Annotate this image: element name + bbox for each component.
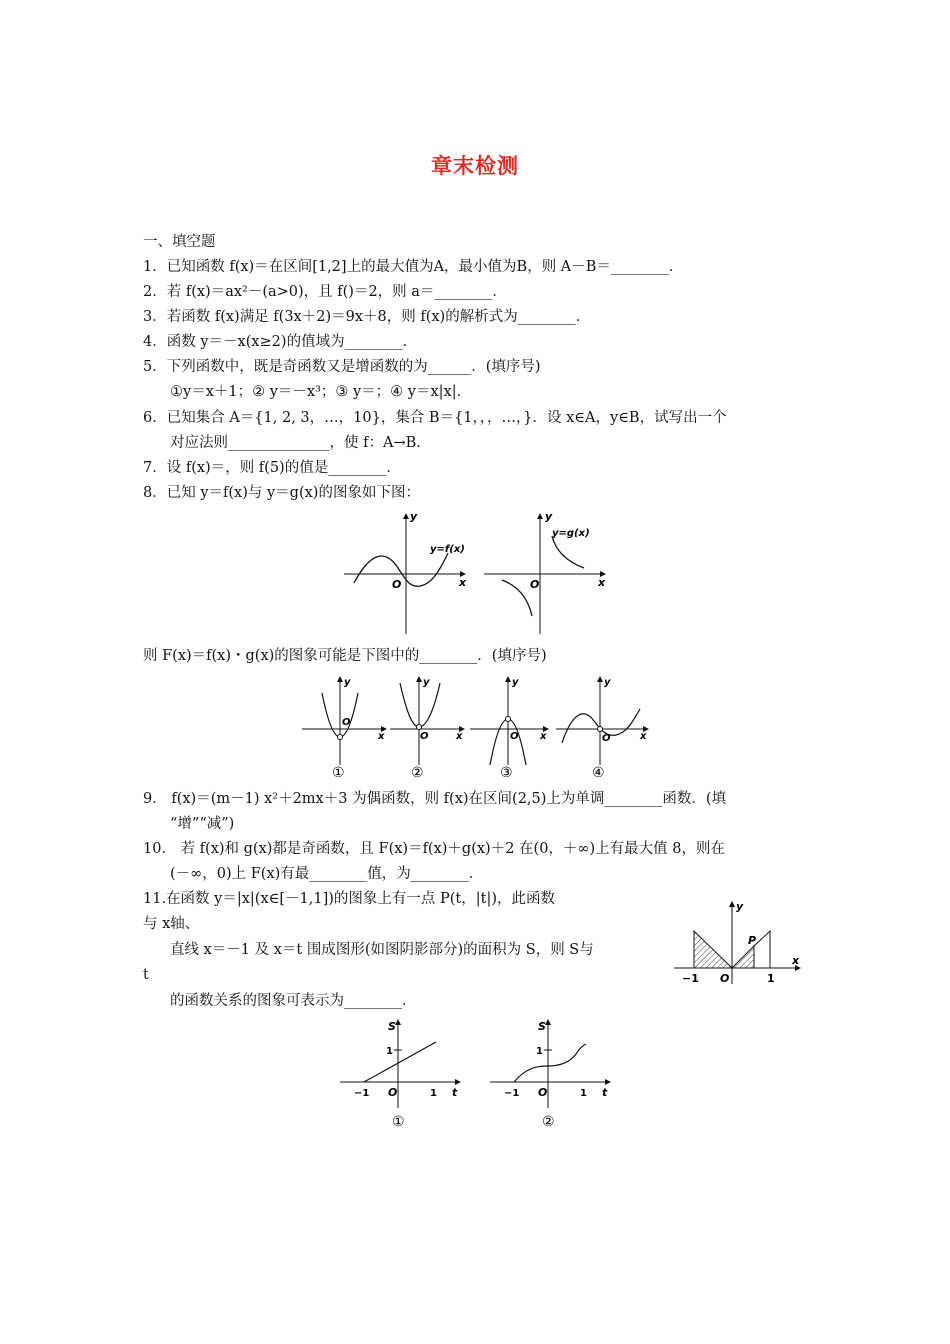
q11-choice-graph-2 — [490, 1020, 610, 1130]
svg-text:1: 1 — [580, 1088, 587, 1099]
question-11-line3: 直线 x＝－1 及 x＝t 围成图形(如图阴影部分)的面积为 S，则 S与 — [170, 942, 594, 958]
svg-text:y: y — [512, 677, 519, 688]
f-x-axis-label: x — [459, 576, 467, 589]
choice-label-4: ④ — [592, 765, 605, 781]
svg-text:x: x — [792, 954, 800, 967]
q11-choice-label-1: ① — [392, 1114, 405, 1130]
svg-text:O: O — [388, 1086, 398, 1099]
question-4: 4．函数 y＝－x(x≥2)的值域为________． — [143, 334, 418, 350]
f-y-axis-label: y — [410, 510, 418, 523]
svg-text:y: y — [736, 900, 744, 913]
question-11-line5: 的函数关系的图象可表示为________． — [170, 993, 417, 1009]
svg-text:S: S — [538, 1020, 546, 1033]
svg-text:x: x — [378, 731, 385, 742]
question-6-line2: 对应法则______________，使 f：A→B. — [170, 435, 421, 451]
svg-text:t: t — [602, 1086, 608, 1099]
question-8-follow: 则 F(x)＝f(x)・g(x)的图象可能是下图中的________．(填序号) — [143, 648, 547, 664]
svg-text:t: t — [452, 1086, 458, 1099]
graph-f — [344, 510, 467, 634]
svg-text:O: O — [602, 733, 611, 744]
choice-graph-4 — [556, 677, 648, 781]
question-1: 1．已知函数 f(x)＝在区间[1,2]上的最大值为A，最小值为B，则 A－B＝________． — [143, 259, 684, 275]
question-10-line2: (－∞，0)上 F(x)有最________值，为________． — [170, 866, 484, 882]
f-curve-label: y=f(x) — [430, 544, 465, 555]
question-5: 5．下列函数中，既是奇函数又是增函数的为______．(填序号) — [143, 359, 541, 375]
svg-text:−1: −1 — [354, 1088, 370, 1099]
svg-text:y: y — [423, 677, 430, 688]
choice-graph-2 — [390, 677, 464, 781]
question-10-line1: 10． 若 f(x)和 g(x)都是奇函数，且 F(x)＝f(x)＋g(x)＋2 在(0，＋∞)上有最大值 8，则在 — [143, 841, 725, 857]
svg-text:y: y — [344, 677, 351, 688]
svg-text:1: 1 — [767, 972, 775, 985]
question-8: 8．已知 y＝f(x)与 y＝g(x)的图象如下图： — [143, 485, 420, 501]
svg-text:O: O — [720, 972, 730, 985]
section-heading: 一、填空题 — [143, 234, 216, 250]
svg-text:O: O — [420, 731, 429, 742]
q11-area-graph — [668, 898, 808, 988]
svg-text:x: x — [540, 731, 547, 742]
choice-label-3: ③ — [500, 765, 513, 781]
choice-graph-3 — [470, 677, 548, 781]
svg-text:x: x — [640, 731, 647, 742]
svg-text:−1: −1 — [682, 972, 699, 985]
question-11-line1: 11.在函数 y＝|x|(x∈[－1,1])的图象上有一点 P(t，|t|)，此函数 — [143, 891, 556, 907]
choice-graph-1 — [302, 677, 386, 781]
f-origin-label: O — [392, 578, 402, 591]
choice-label-1: ① — [332, 765, 345, 781]
question-6-line1: 6．已知集合 A＝{1, 2, 3，…，10}，集合 B＝{1，，，…，}．设 x∈A，y∈B，试写出一个 — [143, 410, 727, 426]
q8-function-graphs — [340, 508, 615, 638]
graph-g — [484, 510, 606, 634]
question-9-line2: “增”“减”) — [170, 816, 235, 832]
q11-choice-graph-1 — [340, 1020, 460, 1130]
g-origin-label: O — [530, 578, 540, 591]
svg-text:1: 1 — [536, 1046, 543, 1057]
svg-text:O: O — [510, 731, 519, 742]
question-11-line4: t — [143, 967, 149, 983]
question-9-line1: 9． f(x)＝(m－1) x²＋2mx＋3 为偶函数，则 f(x)在区间(2,5)上为单调________函数．(填 — [143, 791, 727, 807]
svg-text:S: S — [388, 1020, 396, 1033]
g-curve-label: y=g(x) — [552, 528, 590, 539]
q8-choice-graphs — [300, 673, 652, 783]
question-3: 3．若函数 f(x)满足 f(3x＋2)＝9x＋8，则 f(x)的解析式为________． — [143, 309, 591, 325]
question-7: 7．设 f(x)＝，则 f(5)的值是________． — [143, 460, 401, 476]
q11-choice-graphs — [338, 1016, 618, 1134]
svg-text:O: O — [538, 1086, 548, 1099]
svg-text:−1: −1 — [504, 1088, 520, 1099]
svg-text:x: x — [456, 731, 463, 742]
question-2: 2．若 f(x)＝ax²－(a>0)，且 f()＝2，则 a＝________． — [143, 284, 507, 300]
svg-text:1: 1 — [386, 1046, 393, 1057]
svg-text:y: y — [604, 677, 611, 688]
g-x-axis-label: x — [598, 576, 606, 589]
g-y-axis-label: y — [545, 510, 553, 523]
page-title: 章末检测 — [431, 154, 519, 178]
question-5-options: ①y＝x＋1；② y＝－x³；③ y＝；④ y＝x|x|． — [170, 384, 472, 400]
question-11-line2: 与 x轴、 — [143, 916, 200, 932]
q11-choice-label-2: ② — [542, 1114, 555, 1130]
svg-text:O: O — [342, 717, 351, 728]
svg-text:P: P — [748, 934, 757, 947]
svg-text:1: 1 — [430, 1088, 437, 1099]
choice-label-2: ② — [411, 765, 424, 781]
